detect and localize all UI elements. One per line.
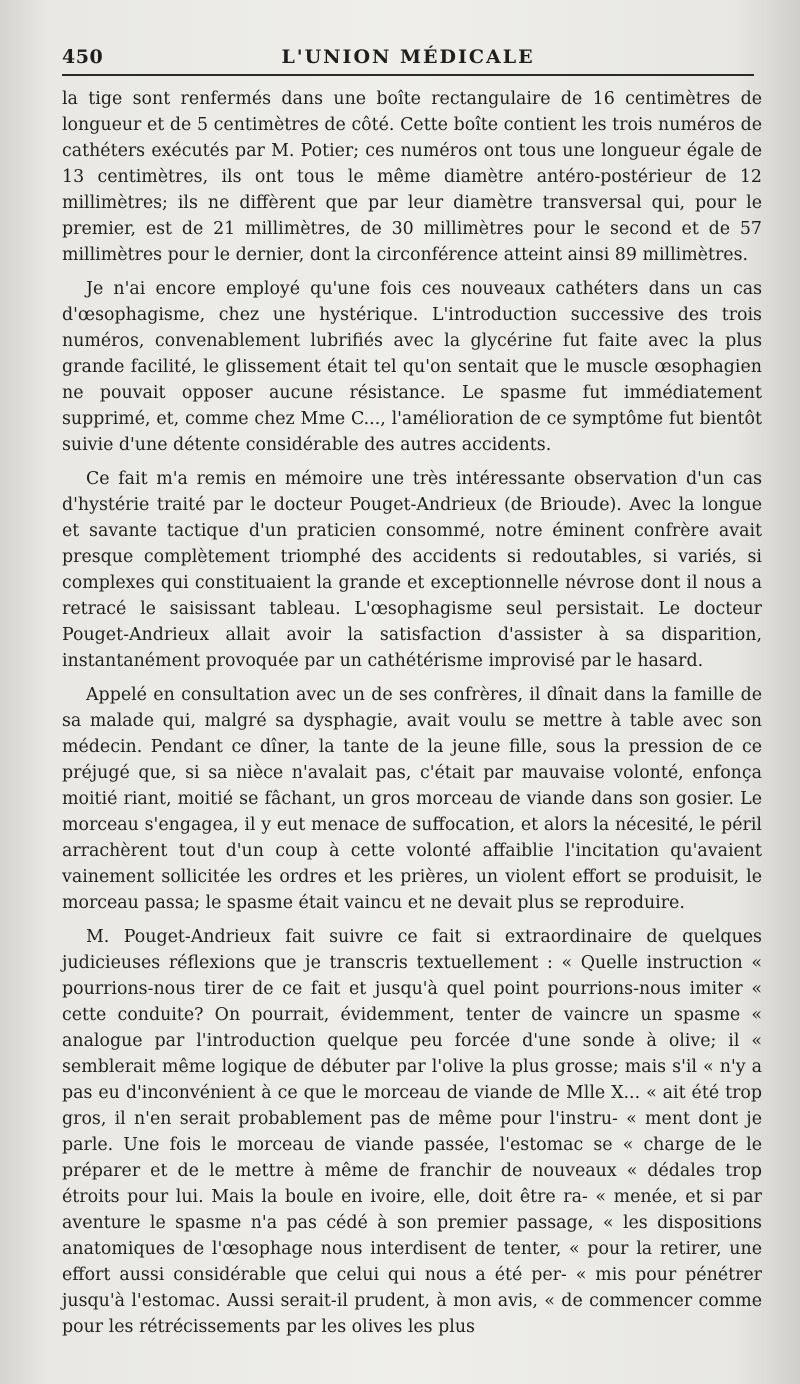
page-header (62, 42, 754, 76)
page-number: 450 (62, 46, 104, 68)
paragraph-4: Appelé en consultation avec un de ses confrères, il dînait dans la famille de sa malade qui, malgré sa dysphagie, avait voulu se mettre à table avec son médecin. Pendant ce dîner, la tante de la jeune fille, sous la pression de ce préjugé que, si sa nièce n'avalait pas, c'était par mauvaise volonté, enfonça moitié riant, moitié se fâchant, un gros morceau de viande dans son gosier. Le morceau s'engagea, il y eut menace de suffocation, et alors la nécesité, le péril arrachèrent tout d'un coup à cette volonté affaiblie l'incitation qu'avaient vainement sollicitée les ordres et les prières, un violent effort se produisit, le morceau passa; le spasme était vaincu et ne devait plus se reproduire. (62, 685, 762, 913)
paragraph-3: Ce fait m'a remis en mémoire une très intéressante observation d'un cas d'hystérie traité par le docteur Pouget-Andrieux (de Brioude). Avec la longue et savante tactique d'un praticien consommé, notre éminent confrère avait presque complètement triomphé des accidents si redoutables, si variés, si complexes qui constituaient la grande et exceptionnelle névrose dont il nous a retracé le saisissant tableau. L'œsophagisme seul persistait. Le docteur Pouget-Andrieux allait avoir la satisfaction d'assister à sa disparition, instantanément provoquée par un cathétérisme improvisé par le hasard. (62, 469, 762, 671)
running-title: L'UNION MÉDICALE (281, 46, 535, 68)
paragraph-5: M. Pouget-Andrieux fait suivre ce fait si extraordinaire de quelques judicieuses réflexions que je transcris textuellement : « Quelle instruction « pourrions-nous tirer de ce fait et jusqu'à quel point pourrions-nous imiter « cette conduite? On pourrait, évidemment, tenter de vaincre un spasme « analogue par l'introduction quelque peu forcée d'une sonde à olive; il « semblerait même logique de débuter par l'olive la plus grosse; mais s'il « n'y a pas eu d'inconvénient à ce que le morceau de viande de Mlle X... « ait été trop gros, il n'en serait probablement pas de même pour l'instru- « ment dont je parle. Une fois le morceau de viande passée, l'estomac se « charge de le préparer et de le mettre à même de franchir de nouveaux « dédales trop étroits pour lui. Mais la boule en ivoire, elle, doit être ra- « menée, et si par aventure le spasme n'a pas cédé à son premier passage, « les dispositions anatomiques de l'œsophage nous interdisent de tenter, « pour la retirer, une effort aussi considérable que celui qui nous a été per- « mis pour pénétrer jusqu'à l'estomac. Aussi serait-il prudent, à mon avis, « de commencer comme pour les rétrécissements par les olives les plus (62, 927, 762, 1337)
body-text (62, 86, 762, 1340)
paragraph-2: Je n'ai encore employé qu'une fois ces nouveaux cathéters dans un cas d'œsophagisme, chez une hystérique. L'introduction successive des trois numéros, convenablement lubrifiés avec la glycérine fut faite avec la plus grande facilité, le glissement était tel qu'on sentait que le muscle œsophagien ne pouvait opposer aucune résistance. Le spasme fut immédiatement supprimé, et, comme chez Mme C..., l'amélioration de ce symptôme fut bientôt suivie d'une détente considérable des autres accidents. (62, 279, 762, 455)
paragraph-1: la tige sont renfermés dans une boîte rectangulaire de 16 centimètres de longueur et de 5 centimètres de côté. Cette boîte contient les trois numéros de cathéters exécutés par M. Potier; ces numéros ont tous une longueur égale de 13 centimètres, ils ont tous le même diamètre antéro-postérieur de 12 millimètres; ils ne diffèrent que par leur diamètre transversal qui, pour le premier, est de 21 millimètres, de 30 millimètres pour le second et de 57 millimètres pour le dernier, dont la circonférence atteint ainsi 89 millimètres. (62, 89, 762, 265)
header-rule (62, 74, 754, 76)
